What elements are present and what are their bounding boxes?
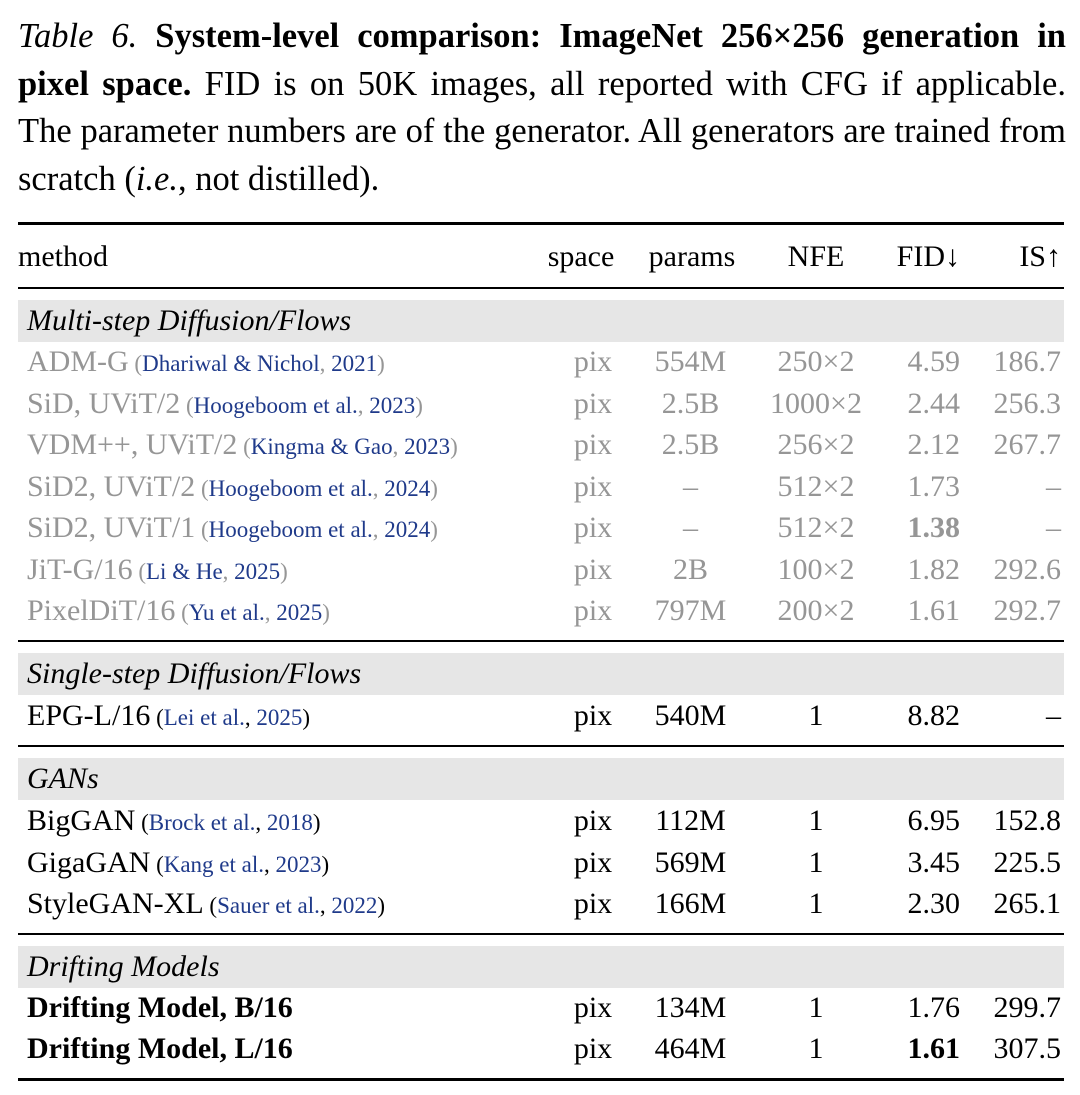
citation-authors[interactable]: Hoogeboom et al. — [208, 475, 373, 501]
citation-year[interactable]: 2024 — [384, 517, 431, 542]
citation-authors[interactable]: Li & He — [146, 558, 223, 584]
method-cell — [27, 883, 385, 927]
params-cell: 2.5B — [661, 386, 720, 420]
citation-close: ) — [377, 893, 386, 918]
space-cell: pix — [573, 804, 613, 837]
space-cell: pix — [573, 594, 613, 627]
citation-authors[interactable]: Sauer et al. — [217, 893, 320, 918]
nfe-cell: 512×2 — [777, 511, 855, 544]
citation-authors[interactable]: Hoogeboom et al. — [208, 517, 373, 542]
table-row — [18, 987, 1064, 1029]
nfe-cell: 200×2 — [777, 594, 855, 627]
citation-open: ( — [150, 705, 164, 730]
citation — [237, 434, 457, 459]
citation-open: ( — [128, 351, 143, 376]
section-rule — [18, 933, 1064, 935]
citation — [150, 705, 310, 730]
fid-cell: 1.61 — [907, 1032, 960, 1065]
citation-year[interactable]: 2024 — [384, 475, 431, 501]
citation-sep: , — [264, 851, 276, 877]
method-name: Drifting Model, L/16 — [27, 1032, 293, 1065]
method-cell — [27, 466, 438, 510]
nfe-cell: 1 — [808, 804, 824, 837]
section-header — [18, 758, 1064, 800]
nfe-cell: 1 — [808, 699, 824, 732]
space-cell: pix — [573, 991, 613, 1024]
params-cell: 464M — [654, 1032, 727, 1065]
table-row — [18, 695, 1064, 737]
citation-open: ( — [180, 392, 194, 418]
citation-close: ) — [302, 705, 311, 730]
is-cell: 292.7 — [993, 594, 1061, 627]
table-row — [18, 507, 1064, 549]
method-name: Drifting Model, B/16 — [27, 991, 293, 1024]
nfe-cell: 1 — [808, 991, 824, 1024]
fid-cell: 3.45 — [907, 845, 960, 879]
space-cell: pix — [573, 345, 613, 378]
space-cell: pix — [573, 428, 613, 461]
citation — [204, 893, 385, 918]
fid-cell: 2.12 — [907, 428, 960, 461]
citation-open: ( — [195, 475, 209, 501]
citation-close: ) — [312, 810, 321, 835]
citation-sep: , — [264, 600, 277, 625]
citation-open: ( — [135, 810, 149, 835]
method-name: SiD2, UViT/2 — [27, 469, 196, 503]
citation-year[interactable]: 2025 — [234, 558, 281, 584]
citation-year[interactable]: 2025 — [256, 705, 303, 730]
bottom-rule — [18, 1078, 1064, 1081]
method-cell — [27, 695, 310, 739]
method-name: StyleGAN-XL — [27, 887, 204, 920]
fid-cell: 4.59 — [907, 345, 960, 378]
citation-open: ( — [237, 434, 251, 459]
table-row — [18, 549, 1064, 591]
params-cell: – — [683, 511, 698, 544]
citation-close: ) — [430, 517, 438, 542]
citation — [150, 852, 329, 877]
section-title: Drifting Models — [27, 950, 220, 983]
params-cell: 540M — [654, 699, 727, 732]
citation-open: ( — [175, 600, 189, 625]
table-row — [18, 341, 1064, 383]
params-cell: 134M — [654, 991, 727, 1024]
table-row — [18, 590, 1064, 632]
table-caption — [18, 13, 1066, 203]
fid-cell: 6.95 — [907, 804, 960, 837]
space-cell: pix — [573, 511, 613, 544]
citation-open: ( — [195, 517, 209, 542]
space-cell: pix — [573, 552, 613, 586]
space-cell: pix — [573, 887, 613, 920]
is-cell: – — [1046, 469, 1061, 503]
table-row — [18, 383, 1064, 425]
table-row — [18, 842, 1064, 884]
method-cell — [27, 383, 423, 427]
method-name: EPG-L/16 — [27, 699, 151, 732]
method-cell — [27, 800, 321, 844]
fid-cell: 8.82 — [907, 699, 960, 732]
header-nfe: NFE — [787, 240, 845, 273]
is-cell: 267.7 — [993, 428, 1061, 461]
method-name: JiT-G/16 — [27, 552, 133, 586]
citation-sep: , — [357, 392, 370, 418]
citation-year[interactable]: 2021 — [331, 351, 378, 376]
is-cell: 225.5 — [993, 845, 1061, 879]
citation-year[interactable]: 2022 — [331, 893, 378, 918]
table-row — [18, 1028, 1064, 1070]
method-name: VDM++, UViT/2 — [27, 428, 238, 461]
section-title: GANs — [27, 762, 99, 795]
citation-close: ) — [280, 558, 288, 584]
citation-year[interactable]: 2023 — [275, 851, 322, 877]
space-cell: pix — [573, 469, 613, 503]
citation-open: ( — [132, 558, 146, 584]
citation-authors[interactable]: Dhariwal & Nichol — [142, 351, 320, 376]
params-cell: 797M — [654, 594, 727, 627]
section-header — [18, 653, 1064, 695]
citation-sep: , — [319, 351, 332, 376]
nfe-cell: 100×2 — [777, 552, 855, 586]
is-cell: 265.1 — [993, 887, 1061, 920]
method-name: SiD2, UViT/1 — [27, 511, 196, 544]
nfe-cell: 256×2 — [777, 428, 855, 461]
table-row — [18, 800, 1064, 842]
method-cell — [27, 341, 385, 385]
is-cell: 152.8 — [993, 804, 1061, 837]
citation-sep: , — [319, 893, 332, 918]
caption-label: Table 6. — [18, 17, 138, 55]
section-rule — [18, 745, 1064, 747]
citation-year[interactable]: 2023 — [369, 392, 416, 418]
is-cell: – — [1046, 699, 1061, 732]
citation-sep: , — [392, 434, 405, 459]
citation-close: ) — [415, 392, 423, 418]
citation — [175, 600, 330, 625]
citation-close: ) — [377, 351, 385, 376]
citation — [129, 351, 385, 376]
citation-sep: , — [372, 517, 385, 542]
method-cell — [27, 590, 330, 634]
citation-sep: , — [222, 558, 235, 584]
is-cell: 307.5 — [993, 1032, 1061, 1065]
citation — [133, 559, 288, 584]
method-name: GigaGAN — [27, 845, 151, 879]
fid-cell: 2.44 — [907, 386, 960, 420]
section-title: Multi-step Diffusion/Flows — [27, 304, 352, 337]
space-cell: pix — [573, 845, 613, 879]
fid-cell: 1.38 — [907, 511, 960, 544]
citation-sep: , — [244, 705, 257, 730]
header-fid: FID↓ — [896, 240, 960, 273]
params-cell: – — [683, 469, 698, 503]
header-space: space — [547, 240, 615, 273]
method-name: BigGAN — [27, 804, 136, 837]
fid-cell: 1.76 — [907, 991, 960, 1024]
is-cell: 256.3 — [993, 386, 1061, 420]
citation-authors[interactable]: Kingma & Gao — [250, 434, 393, 459]
citation-year[interactable]: 2018 — [266, 810, 313, 835]
space-cell: pix — [573, 386, 613, 420]
fid-cell: 1.61 — [907, 594, 960, 627]
citation — [195, 517, 438, 542]
params-cell: 2.5B — [661, 428, 720, 461]
nfe-cell: 1 — [808, 887, 824, 920]
nfe-cell: 1 — [808, 1032, 824, 1065]
fid-cell: 1.73 — [907, 469, 960, 503]
header-is: IS↑ — [1019, 240, 1061, 273]
top-rule — [18, 222, 1064, 225]
method-cell — [27, 424, 458, 468]
caption-title: System-level comparison: ImageNet 256×256 generation in pixel space. — [18, 17, 1066, 103]
citation-close: ) — [322, 600, 330, 625]
header-params: params — [648, 240, 736, 273]
citation-close: ) — [430, 475, 438, 501]
citation — [180, 393, 423, 418]
citation-authors[interactable]: Brock et al. — [148, 810, 256, 835]
is-cell: 299.7 — [993, 991, 1061, 1024]
citation-close: ) — [321, 851, 330, 877]
citation-close: ) — [450, 434, 458, 459]
citation — [135, 810, 320, 835]
nfe-cell: 512×2 — [777, 469, 855, 503]
section-rule — [18, 640, 1064, 642]
method-cell — [27, 987, 293, 1029]
nfe-cell: 250×2 — [777, 345, 855, 378]
header-rule — [18, 287, 1064, 289]
method-cell — [27, 507, 438, 551]
params-cell: 554M — [654, 345, 727, 378]
citation-open: ( — [150, 851, 164, 877]
is-cell: 292.6 — [993, 552, 1061, 586]
caption-text: FID is on 50K images, all reported with CFG if applicable. The parameter numbers are of the generator. All generators are trained from scratch ( — [18, 64, 1066, 198]
method-name: ADM-G — [27, 345, 129, 378]
table-row — [18, 883, 1064, 925]
method-cell — [27, 1028, 293, 1070]
citation — [195, 476, 438, 501]
is-cell: – — [1046, 511, 1061, 544]
method-cell — [27, 549, 288, 593]
citation-sep: , — [372, 475, 385, 501]
citation-sep: , — [255, 810, 267, 835]
caption-ie: i.e. — [135, 159, 178, 198]
method-cell — [27, 842, 329, 886]
citation-authors[interactable]: Hoogeboom et al. — [193, 392, 358, 418]
is-cell: 186.7 — [993, 345, 1061, 378]
method-name: PixelDiT/16 — [27, 594, 176, 627]
section-header — [18, 300, 1064, 342]
citation-authors[interactable]: Yu et al. — [188, 600, 265, 625]
section-header — [18, 946, 1064, 988]
space-cell: pix — [573, 1032, 613, 1065]
params-cell: 166M — [654, 887, 727, 920]
nfe-cell: 1 — [808, 845, 824, 879]
section-title: Single-step Diffusion/Flows — [27, 657, 362, 690]
params-cell: 569M — [654, 845, 727, 879]
method-name: SiD, UViT/2 — [27, 386, 181, 420]
fid-cell: 2.30 — [907, 887, 960, 920]
params-cell: 112M — [655, 804, 726, 837]
citation-authors[interactable]: Kang et al. — [163, 851, 264, 877]
table-row — [18, 466, 1064, 508]
table-header — [18, 236, 1064, 278]
citation-open: ( — [203, 893, 218, 918]
header-method: method — [18, 240, 108, 273]
fid-cell: 1.82 — [907, 552, 960, 586]
table-row — [18, 424, 1064, 466]
nfe-cell: 1000×2 — [770, 386, 862, 420]
citation-year[interactable]: 2025 — [276, 600, 323, 625]
params-cell: 2B — [672, 552, 708, 586]
citation-year[interactable]: 2023 — [404, 434, 451, 459]
citation-authors[interactable]: Lei et al. — [163, 705, 245, 730]
space-cell: pix — [573, 699, 613, 732]
caption-text-end: , not distilled). — [177, 159, 380, 198]
